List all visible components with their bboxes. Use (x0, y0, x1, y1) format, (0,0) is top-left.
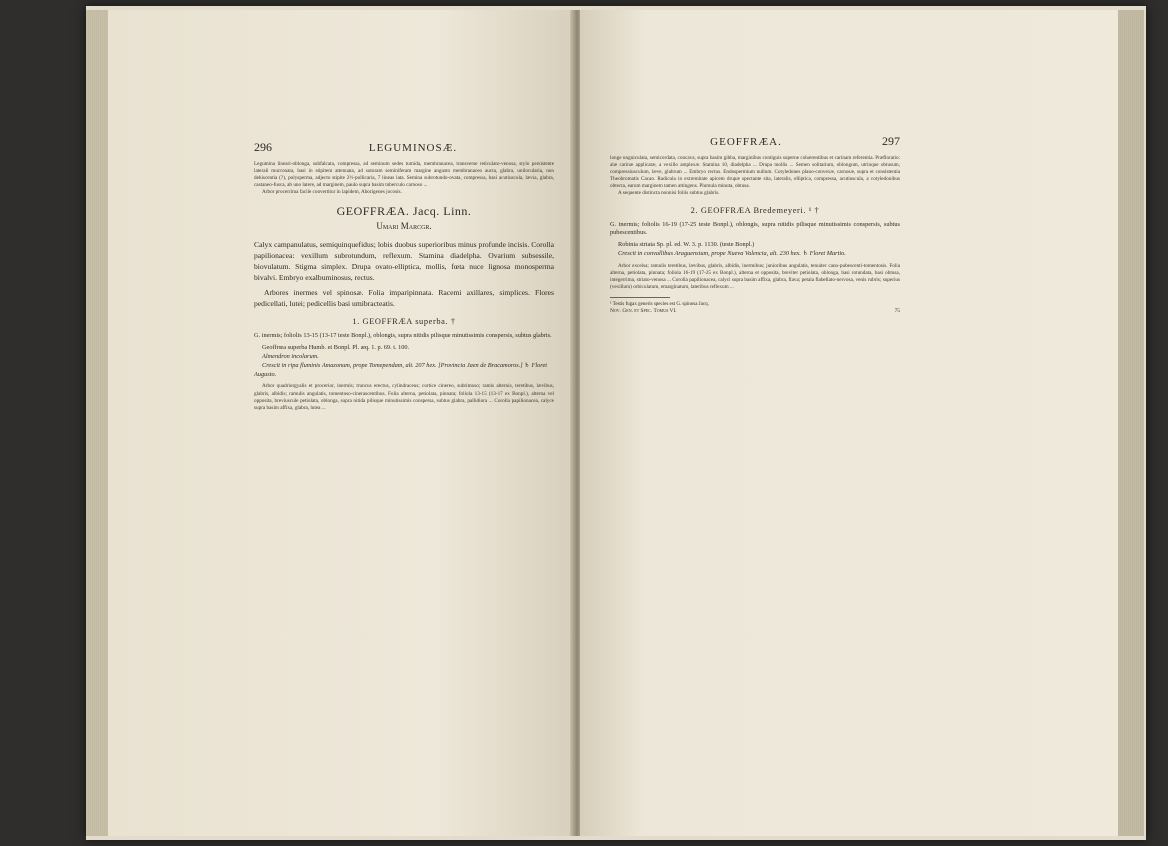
left-species-habitat: Crescit in ripa fluminis Amazonum, prope Tomependam, alt. 207 hex. [Provincia Jaen de Bracamoros.] ♄ Floret Augusto. (254, 361, 548, 378)
right-species-habitat: Crescit in convallibus Araguensium, prope Nueva Valencia, alt. 230 hex. ♄ Floret Martio. (618, 249, 846, 257)
left-species-title: 1. GEOFFRÆA superba. † (352, 317, 456, 327)
left-species-ref-2: Almendron incolarum. (262, 353, 319, 361)
footnote: ¹ Testis fugax generis species est G. spinosa Jacq. (610, 302, 709, 308)
left-top-paragraph: Legumina lineari-oblonga, subfalcata, compressa, ad seminum sedes tumida, membranacea, transverse reticulato-venosa, stylo persistente laterali mucronata, basi in stipitem attenuata, ad suturam seminiferam margine angusto membranaceo aucta, glabra, unilocularia, non dehiscentia (?), polysperma, adjecto stipite 2½-pollicaria, 7 lineas lata. Semina subrotundo-ovata, compressa, basi acutiuscula, lævia, glabra, castaneo-fusca, ab uno latere, ad marginem, paulo supra basim tuberculo carnoso ... (254, 161, 554, 189)
right-species-title: 2. GEOFFRÆA Bredemeyeri. ¹ † (690, 205, 820, 215)
left-species-diagnosis: G. inermis; foliolis 13-15 (13-17 teste Bonpl.), oblongis, supra nitidis pilisque minutissimis conspersis, subtus glabris. (254, 332, 552, 340)
right-running-title: GEOFFRÆA. (710, 136, 782, 148)
left-page-number: 296 (254, 140, 272, 154)
right-species-diagnosis: G. inermis; foliolis 16-19 (17-25 teste Bonpl.), oblongis, supra nitidis pilisque minutissimis conspersis, subtus pubescentibus. (610, 220, 900, 237)
right-running-head (610, 134, 900, 149)
right-text-column (610, 134, 900, 314)
genus-habit: Arbores inermes vel spinosæ. Folia imparipinnata. Racemi axillares, simplices. Flores pedicellati, lutei; pedicellis basi umibracteatis. (254, 288, 554, 309)
genus-title: GEOFFRÆA. Jacq. Linn. (336, 204, 472, 219)
left-running-title: LEGUMINOSÆ. (368, 142, 458, 154)
page-footer (610, 308, 900, 314)
left-text-column (254, 140, 554, 412)
left-top-paragraph-end: Arbor procerrima facile convertitur in lapidem, Aborigenes jocosis. (262, 189, 402, 196)
right-page (580, 10, 1118, 836)
footnote-rule (610, 297, 670, 298)
right-species-description: Arbor excelsa; ramulis teretibus, lævibus, glabris, albidis, inermibus; junioribus angulatis, tenuiter cano-pubescenti-tomentosis. Folia alterna, petiolata, pinnata; foliola 16-19 (17-25 ex Bonpl.), alterna et opposita, breviter petiolata, oblonga, basi rotundata, basi obtusa, integerrima, striato-venosa ... Corolla papilionacea, calyci supra basim affixa, glabra, flava; petala flabellato-nervosa, venis rubris; superius (vexillum) orbiculatum, emarginatum, lateribus reflexum ... (610, 262, 900, 291)
left-page (108, 10, 574, 836)
right-page-number: 297 (882, 134, 900, 148)
right-species-ref-1: Robinia striata Sp. pl. ed. W. 3. p. 1130. (teste Bonpl.) (618, 241, 755, 249)
left-running-head (254, 140, 554, 155)
footer-sheet-number: 75 (894, 308, 900, 315)
page-edges-right (1118, 10, 1144, 836)
right-top-paragraph-end: A sequente distincta nonnisi foliis subtus glabris. (618, 190, 720, 197)
left-species-description: Arbor quadriorgyalis et procerior, inermis; truncus erectus, cylindraceus; cortice cinereo, subrimoso; ramis alternis, teretibus, lævibus, glabris, albidis; ramulis angulatis, tomentoso-cinerascentibus. Folia alterna, petiolata, pinnata; foliola 13-15 (13-17 ex Bonpl.), alterna vel opposita, breviuscule petiolata, oblonga, supra nitida pilisque minutissimis conspersa, subtus glabra, pallidiora ... Corolla papilionacea, calyce supra basim affixa, glabra, lutea ... (254, 383, 554, 411)
genus-description: Calyx campanulatus, semiquinquefidus; lobis duobus superioribus minus profunde incisis. Corolla papilionacea: vexillum subrotundum, reflexum. Stamina diadelpha. Ovarium subsessile, biovulatum. Stigma simplex. Drupa ovato-elliptica, mollis, fœta nuce lignosa monosperma bivalvi. Embryo exalbuminosus, rectus. (254, 240, 554, 283)
left-species-ref-1: Geoffrœa superba Humb. et Bonpl. Pl. æq. 1. p. 69. t. 100. (262, 344, 410, 352)
genus-synonym: Umari Marcgr. (376, 221, 432, 232)
page-edges-left (86, 10, 108, 836)
footer-signature: Nov. Gen. et Spec. Tomus VI. (610, 308, 677, 315)
right-top-paragraph: longe unguiculata, semicordata, concava, supra basim gibba, marginibus contiguis superne cohærentibus et carinam referentia. Præfloratio: alæ carinæ applicatæ, a vexillo amplexæ. Stamina 10, diadelpha ... Drupa mollis ... Semen solitarium, oblongum, utrinque obtusum, compressiusculum, læve, glabrum ... Embryo rectus. Endospermium nullum. Cotyledones plano-convexæ, carnosæ, supra et consistentia Theobromatis Cacao. Radicula in extremitate apicem drupæ spectante sita, lateralis, elliptica, compressa, acutiuscula, a cotyledonibus obtecta, earum marginem tamen attingens. Plumula minuta, obtusa. (610, 155, 900, 190)
